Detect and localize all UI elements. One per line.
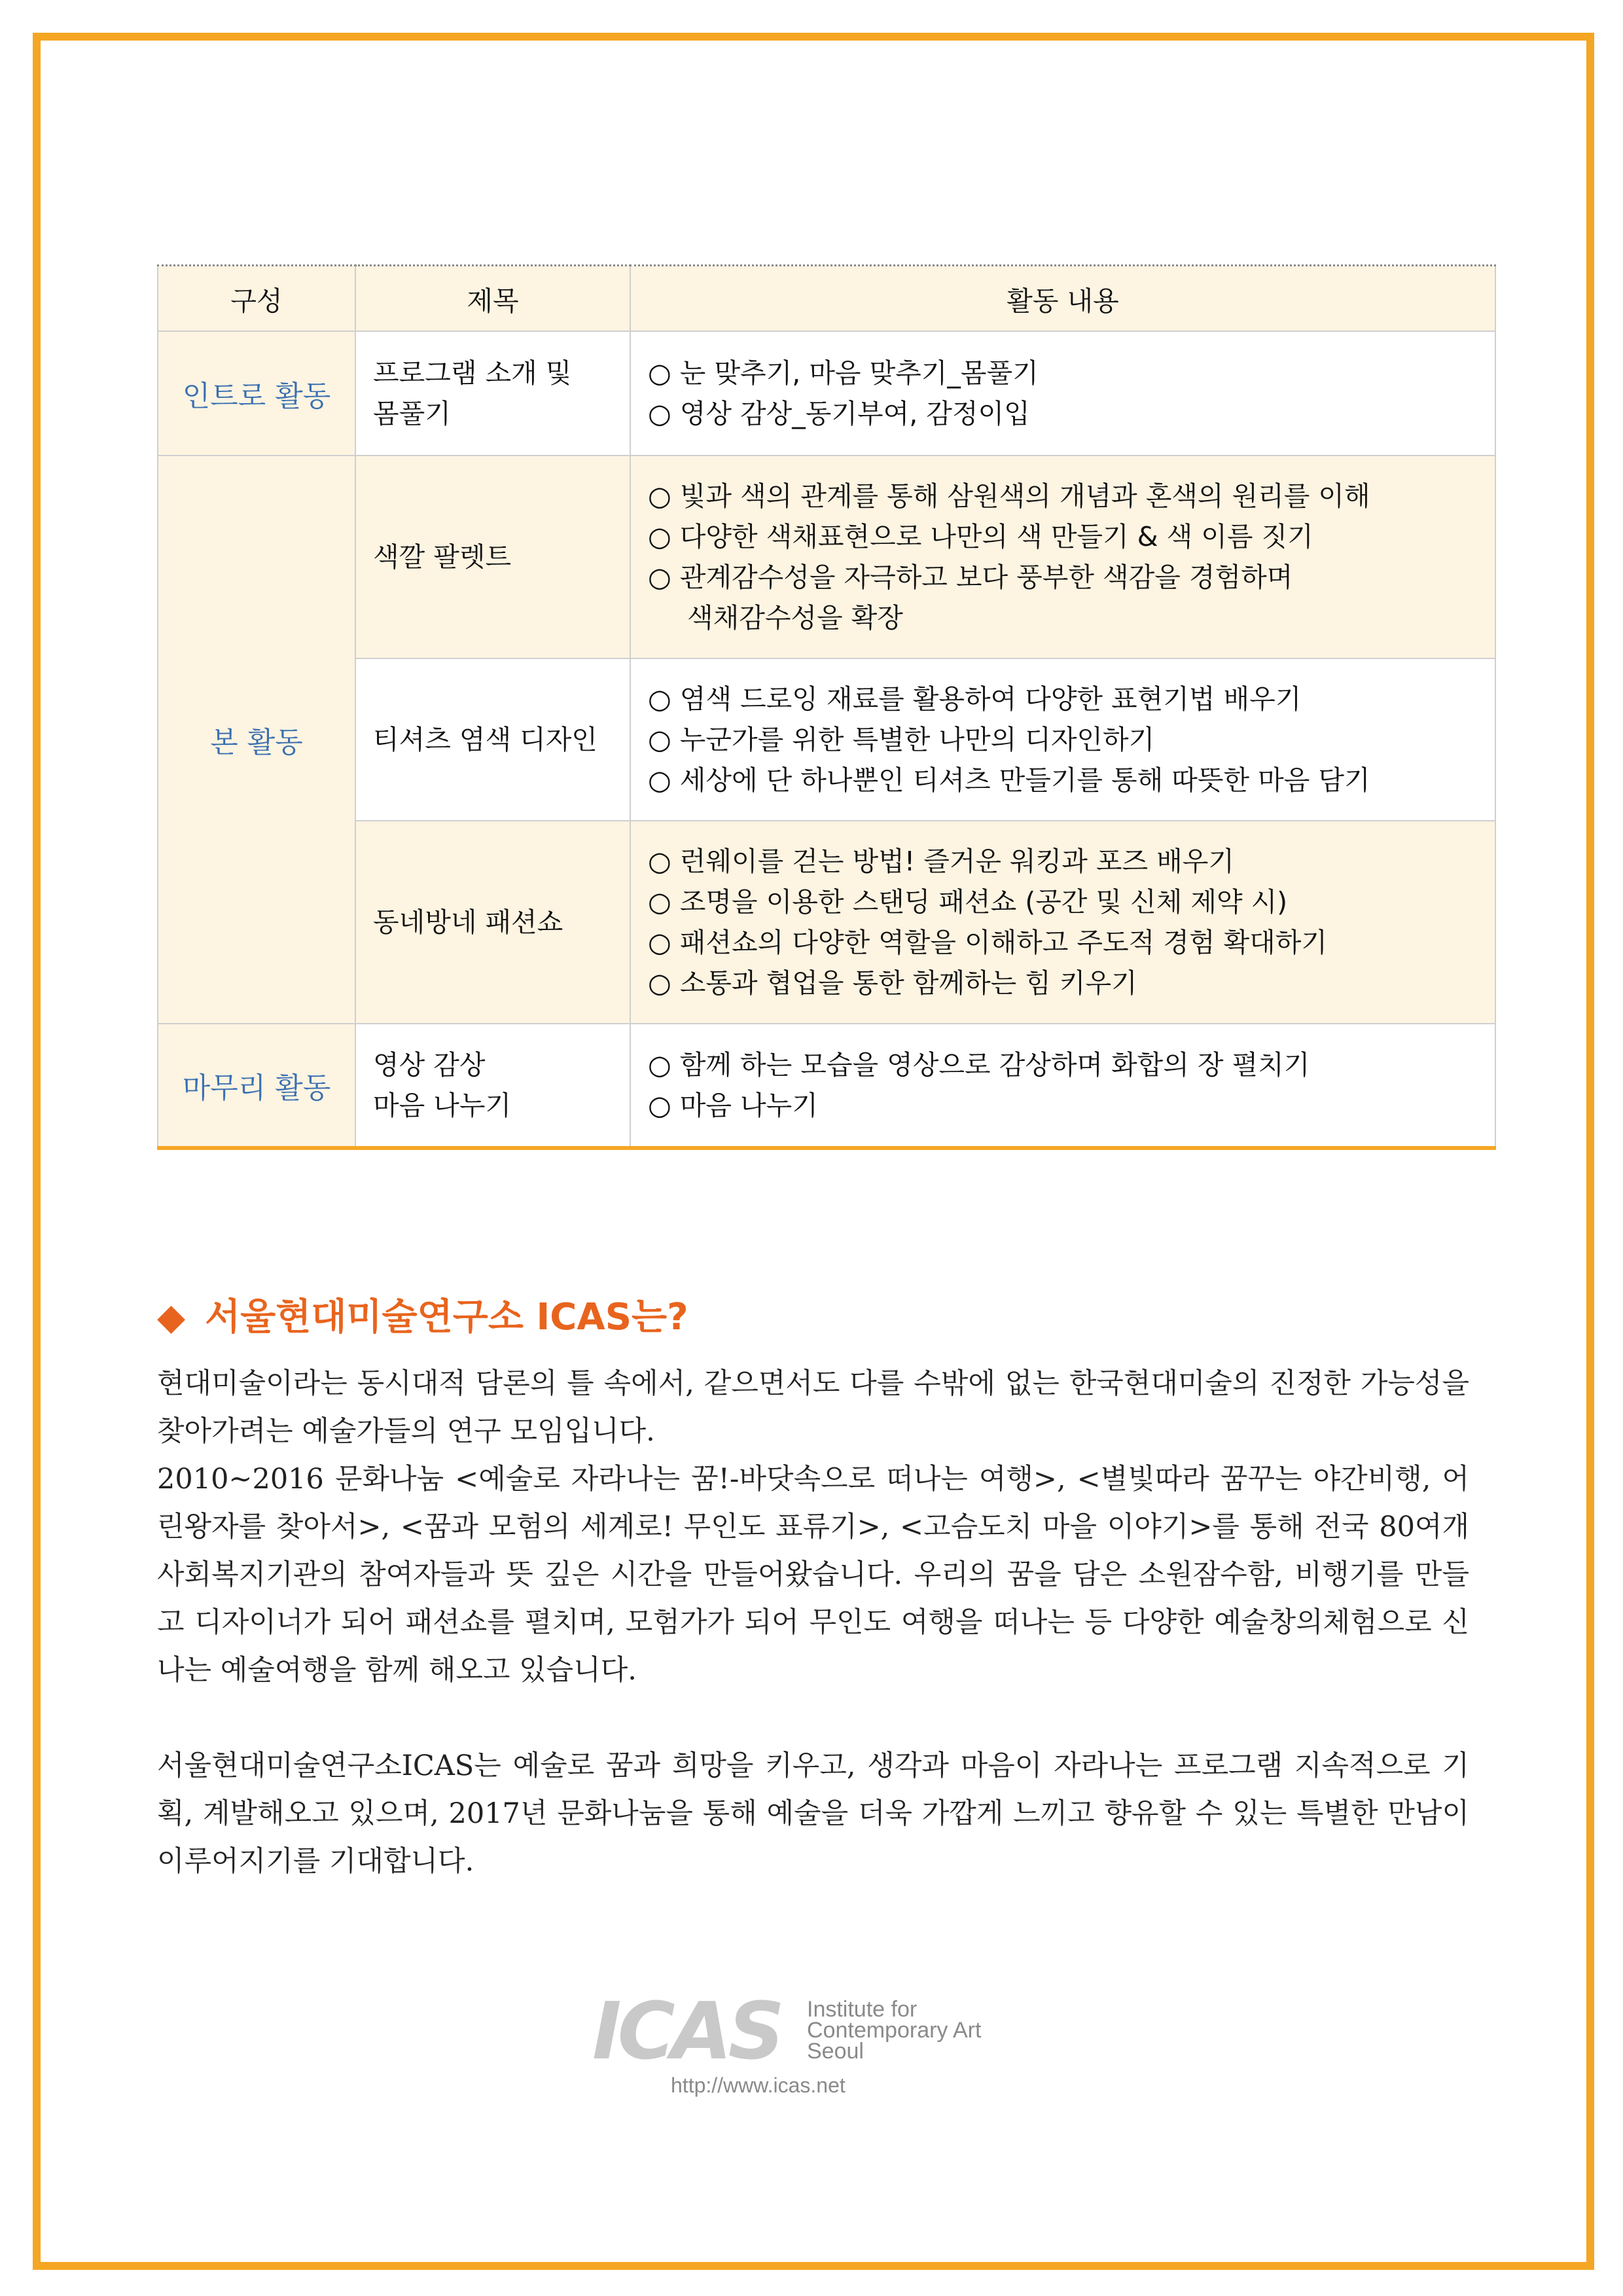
table-row-intro <box>158 331 1495 456</box>
section-main: 본 활동 <box>158 456 355 1024</box>
content-line: 색채감수성을 확장 <box>687 602 903 634</box>
website-url: http://www.icas.net <box>671 2073 846 2097</box>
content-intro <box>630 331 1495 456</box>
about-paragraph-1: 현대미술이라는 동시대적 담론의 틀 속에서, 같으면서도 다를 수밖에 없는 한국현대미술의 진정한 가능성을 찾아가려는 예술가들의 연구 모임입니다. <box>157 1367 1469 1448</box>
table-row-outro <box>158 1024 1495 1148</box>
about-heading-text: 서울현대미술연구소 ICAS는? <box>205 1296 688 1338</box>
about-body <box>157 1360 1469 1886</box>
title-line: 프로그램 소개 및 <box>373 357 572 389</box>
about-paragraph-3: 서울현대미술연구소ICAS는 예술로 꿈과 희망을 키우고, 생각과 마음이 자라나는 프로그램 지속적으로 기획, 계발해오고 있으며, 2017년 문화나눔을 통해 예술을 더욱 가깝게 느끼고 향유할 수 있는 특별한 만남이 이루어지기를 기대합니다. <box>157 1749 1469 1878</box>
title-line: 마음 나누기 <box>373 1090 512 1121</box>
content-line: ○ 세상에 단 하나뿐인 티셔츠 만들기를 통해 따뜻한 마음 담기 <box>648 764 1370 796</box>
content-line: ○ 다양한 색채표현으로 나만의 색 만들기 & 색 이름 짓기 <box>648 521 1313 552</box>
table-row-tshirt <box>158 658 1495 821</box>
content-outro <box>630 1024 1495 1148</box>
icas-logo <box>592 1986 1050 2097</box>
content-line: ○ 눈 맞추기, 마음 맞추기_몸풀기 <box>648 357 1039 389</box>
content-line: ○ 패션쇼의 다양한 역할을 이해하고 주도적 경험 확대하기 <box>648 927 1327 958</box>
section-outro: 마무리 활동 <box>158 1024 355 1148</box>
content-line: ○ 누군가를 위한 특별한 나만의 디자인하기 <box>648 724 1155 755</box>
title-tshirt: 티셔츠 염색 디자인 <box>355 658 630 821</box>
section-intro: 인트로 활동 <box>158 331 355 456</box>
content-line: ○ 조명을 이용한 스탠딩 패션쇼 (공간 및 신체 제약 시) <box>648 886 1288 918</box>
logo-caption-line: Institute for <box>807 1997 918 2022</box>
table-row-color <box>158 456 1495 658</box>
about-heading <box>157 1288 688 1340</box>
header-content: 활동 내용 <box>630 266 1495 332</box>
title-line: 영상 감상 <box>373 1049 486 1081</box>
content-tshirt <box>630 658 1495 821</box>
content-show <box>630 821 1495 1024</box>
logo-caption-line: Contemporary Art <box>807 2018 982 2043</box>
header-title: 제목 <box>355 266 630 332</box>
about-paragraph-2: 2010~2016 문화나눔 <예술로 자라나는 꿈!-바닷속으로 떠나는 여행>, <별빛따라 꿈꾸는 야간비행, 어린왕자를 찾아서>, <꿈과 모험의 세계로! 무인도 표류기>, <고슴도치 마을 이야기>를 통해 전국 80여개 사회복지기관의 참여자들과 뜻 깊은 시간을 만들어왔습니다. 우리의 꿈을 담은 소원잠수함, 비행기를 만들고 디자이너가 되어 패션쇼를 펼치며, 모험가가 되어 무인도 여행을 떠나는 등 다양한 예술창의체험으로 신나는 예술여행을 함께 해오고 있습니다. <box>157 1463 1469 1687</box>
table-header-row <box>158 266 1495 332</box>
diamond-bullet-icon: ◆ <box>157 1296 186 1338</box>
table-row-show <box>158 821 1495 1024</box>
title-line: 몸풀기 <box>373 398 451 429</box>
content-line: ○ 관계감수성을 자극하고 보다 풍부한 색감을 경험하며 <box>648 562 1293 593</box>
content-line: ○ 마음 나누기 <box>648 1090 818 1121</box>
title-intro <box>355 331 630 456</box>
content-line: ○ 염색 드로잉 재료를 활용하여 다양한 표현기법 배우기 <box>648 683 1302 715</box>
content-line: ○ 영상 감상_동기부여, 감정이입 <box>648 398 1030 429</box>
program-table <box>157 264 1496 1150</box>
content-line: ○ 함께 하는 모습을 영상으로 감상하며 화합의 장 펼치기 <box>648 1049 1310 1081</box>
content-line: ○ 빛과 색의 관계를 통해 삼원색의 개념과 혼색의 원리를 이해 <box>648 480 1370 512</box>
logo-caption-line: Seoul <box>807 2039 864 2064</box>
logo-mark: ICAS <box>592 1986 781 2077</box>
content-color <box>630 456 1495 658</box>
title-show: 동네방네 패션쇼 <box>355 821 630 1024</box>
content-line: ○ 런웨이를 걷는 방법! 즐거운 워킹과 포즈 배우기 <box>648 846 1234 877</box>
logo-caption <box>807 1999 981 2062</box>
title-outro <box>355 1024 630 1148</box>
title-color: 색깔 팔렛트 <box>355 456 630 658</box>
content-line: ○ 소통과 협업을 통한 함께하는 힘 키우기 <box>648 967 1137 999</box>
header-section: 구성 <box>158 266 355 332</box>
